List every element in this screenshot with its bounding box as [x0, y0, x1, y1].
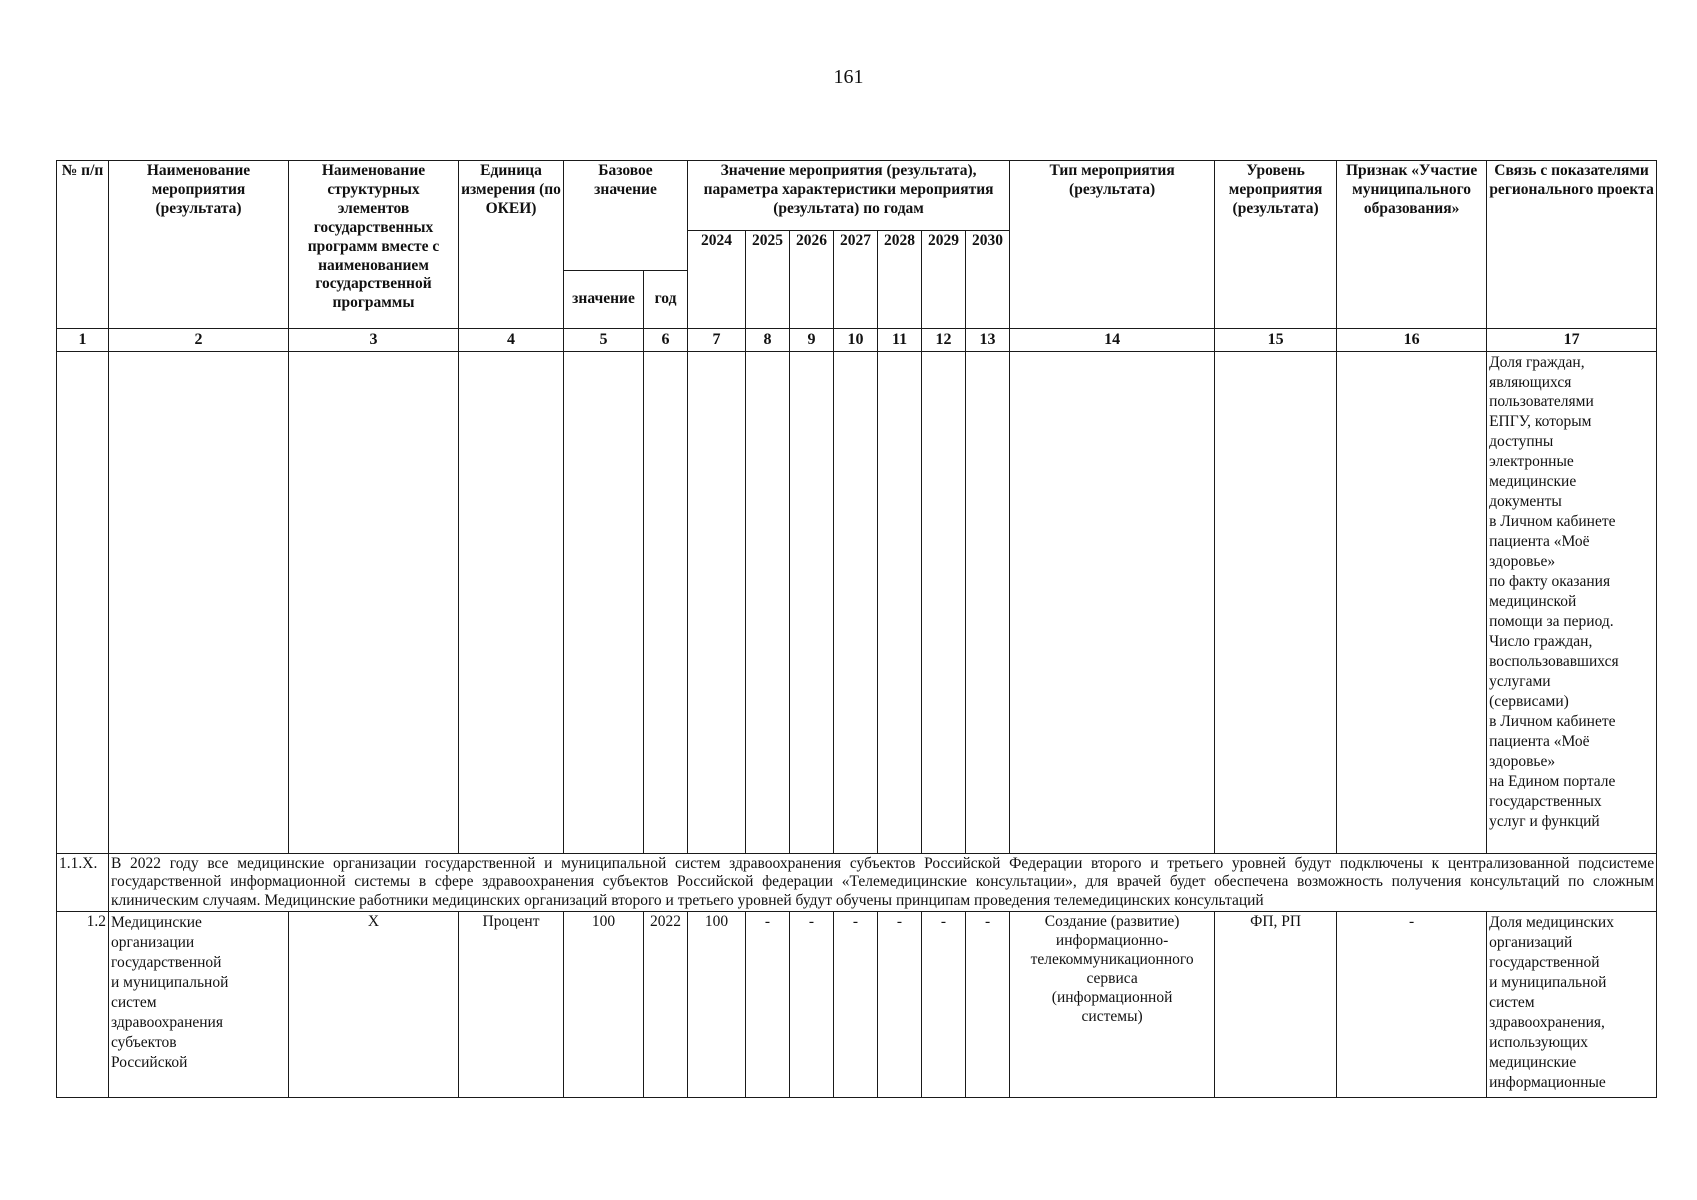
column-number: 15 [1215, 329, 1337, 352]
header-link: Связь с показателями регионального проекта [1487, 161, 1657, 329]
row-level: ФП, РП [1215, 912, 1337, 1098]
column-number: 7 [688, 329, 746, 352]
table-row [57, 912, 1657, 1098]
header-year-2024: 2024 [688, 231, 746, 329]
row-name: Медицинские организации государственной и муниципальной систем здравоохранения субъектов Российской [109, 912, 289, 1098]
row-value-2030: - [966, 912, 1010, 1098]
note-row [57, 853, 1657, 912]
row-type: Создание (развитие) информационно- телекоммуникационного сервиса (информационной системы) [1010, 912, 1215, 1098]
column-number: 2 [109, 329, 289, 352]
column-number: 11 [878, 329, 922, 352]
row-link: Доля медицинских организаций государственной и муниципальной систем здравоохранения, использующих медицинские информационные [1487, 912, 1657, 1098]
column-numbers-row [57, 329, 1657, 352]
column-number: 9 [790, 329, 834, 352]
header-year-2028: 2028 [878, 231, 922, 329]
note-row-num: 1.1.Х. [57, 853, 109, 912]
row-base-value: 100 [564, 912, 644, 1098]
column-number: 10 [834, 329, 878, 352]
header-level: Уровень мероприятия (результата) [1215, 161, 1337, 329]
activities-table [56, 160, 1657, 1098]
row-num: 1.2 [57, 912, 109, 1098]
header-year-2027: 2027 [834, 231, 878, 329]
page-number: 161 [833, 66, 864, 88]
header-year-2030: 2030 [966, 231, 1010, 329]
note-row-text: В 2022 году все медицинские организации государственной и муниципальной систем здравоохранения субъектов Российской Федерации второго и третьего уровней будут подключены к централизованной подсистеме государственной информационной системы в сфере здравоохранения субъектов Российской федерации «Телемедицинские консультации», для врачей будет обеспечена возможность получения консультаций по сложным клиническим случаям. Медицинские работники медицинских организаций второго и третьего уровней будут обучены принципам проведения телемедицинских консультаций [109, 853, 1657, 912]
row-value-2024: 100 [688, 912, 746, 1098]
row-base-year: 2022 [644, 912, 688, 1098]
continuation-link-cell: Доля граждан, являющихся пользователями ЕПГУ, которым доступны электронные медицинские документы в Личном кабинете пациента «Моё здоровье» по факту оказания медицинской помощи за период. Число граждан, воспользовавшихся услугами (сервисами) в Личном кабинете пациента «Моё здоровье» на Едином портале государственных услуг и функций [1487, 351, 1657, 853]
row-unit: Процент [459, 912, 564, 1098]
continuation-row [57, 351, 1657, 853]
header-base-value: значение [564, 271, 644, 329]
row-value-2025: - [746, 912, 790, 1098]
header-base-year: год [644, 271, 688, 329]
header-type: Тип мероприятия (результата) [1010, 161, 1215, 329]
column-number: 13 [966, 329, 1010, 352]
column-number: 1 [57, 329, 109, 352]
header-sign: Признак «Участие муниципального образования» [1337, 161, 1487, 329]
column-number: 6 [644, 329, 688, 352]
column-number: 5 [564, 329, 644, 352]
header-name: Наименование мероприятия (результата) [109, 161, 289, 329]
row-value-2029: - [922, 912, 966, 1098]
column-number: 8 [746, 329, 790, 352]
row-struct: X [289, 912, 459, 1098]
header-num: № п/п [57, 161, 109, 329]
column-number: 14 [1010, 329, 1215, 352]
header-struct: Наименование структурных элементов государственных программ вместе с наименованием государственной программы [289, 161, 459, 329]
column-number: 17 [1487, 329, 1657, 352]
column-number: 3 [289, 329, 459, 352]
header-unit: Единица измерения (по ОКЕИ) [459, 161, 564, 329]
header-base: Базовое значение [564, 161, 688, 271]
header-values: Значение мероприятия (результата), параметра характеристики мероприятия (результата) по годам [688, 161, 1010, 231]
row-value-2028: - [878, 912, 922, 1098]
column-number: 16 [1337, 329, 1487, 352]
header-year-2026: 2026 [790, 231, 834, 329]
header-year-2025: 2025 [746, 231, 790, 329]
column-number: 4 [459, 329, 564, 352]
row-sign: - [1337, 912, 1487, 1098]
header-year-2029: 2029 [922, 231, 966, 329]
column-number: 12 [922, 329, 966, 352]
row-value-2026: - [790, 912, 834, 1098]
row-value-2027: - [834, 912, 878, 1098]
